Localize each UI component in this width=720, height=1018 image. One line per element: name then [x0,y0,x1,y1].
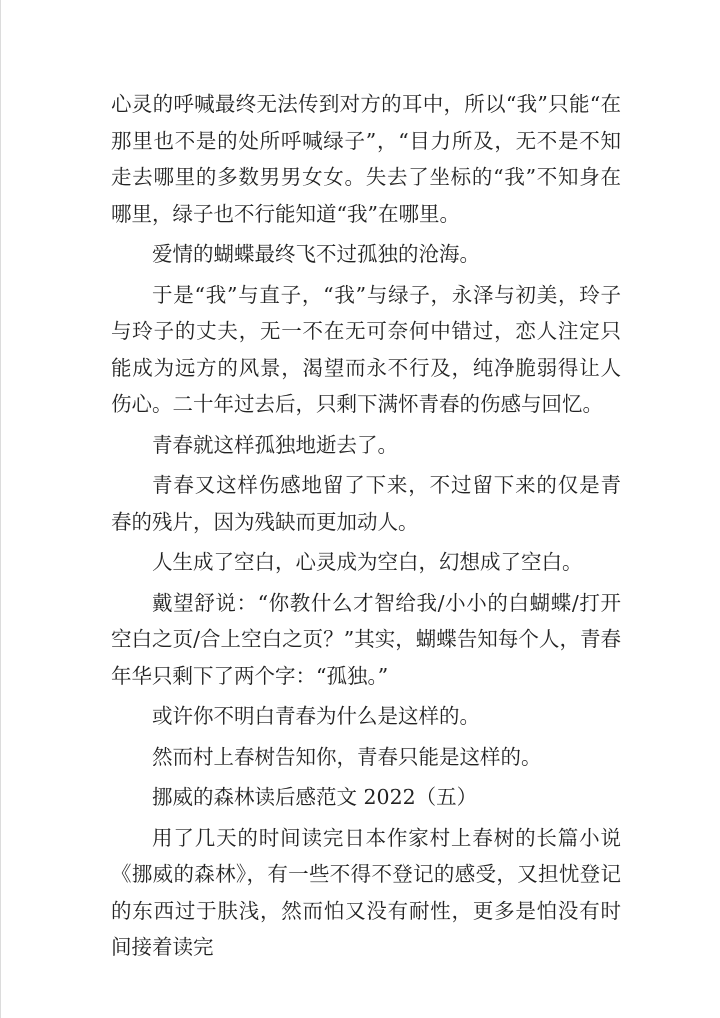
paragraph: 人生成了空白，心灵成为空白，幻想成了空白。 [152,550,583,574]
paragraph: 用了几天的时间读完日本作家村上春树的长篇小说《挪威的森林》，有一些不得不登记的感受，又担忧登记的东西过于肤浅，然而怕又没有耐性，更多是怕没有时间接着读完 [111,825,621,959]
paragraph: 心灵的呼喊最终无法传到对方的耳中，所以“我”只能“在那里也不是的处所呼喊绿子”，“目力所及，无不是不知走去哪里的多数男男女女。失去了坐标的“我”不知身在哪里，绿子也不行能知道“我”在哪里。 [111,92,621,226]
paragraph: 爱情的蝴蝶最终飞不过孤独的沧海。 [152,242,480,266]
paragraph: 于是“我”与直子，“我”与绿子，永泽与初美，玲子与玲子的丈夫，无一不在无可奈何中错过，恋人注定只能成为远方的风景，渴望而永不行及，纯净脆弱得让人伤心。二十年过去后，只剩下满怀青春的伤感与回忆。 [111,282,621,416]
paragraph: 或许你不明白青春为什么是这样的。 [152,704,480,728]
paragraph: 青春就这样孤独地逝去了。 [152,432,398,457]
paragraph: 戴望舒说：“你教什么才智给我/小小的白蝴蝶/打开空白之页/合上空白之页？”其实，蝴蝶告知每个人，青春年华只剩下了两个字：“孤独。” [111,590,621,688]
paragraph: 青春又这样伤感地留了下来，不过留下来的仅是青春的残片，因为残缺而更加动人。 [111,473,621,534]
paragraph: 然而村上春树告知你，青春只能是这样的。 [152,744,542,769]
section-heading: 挪威的森林读后感范文 2022（五） [152,785,478,809]
document-body [111,86,621,970]
